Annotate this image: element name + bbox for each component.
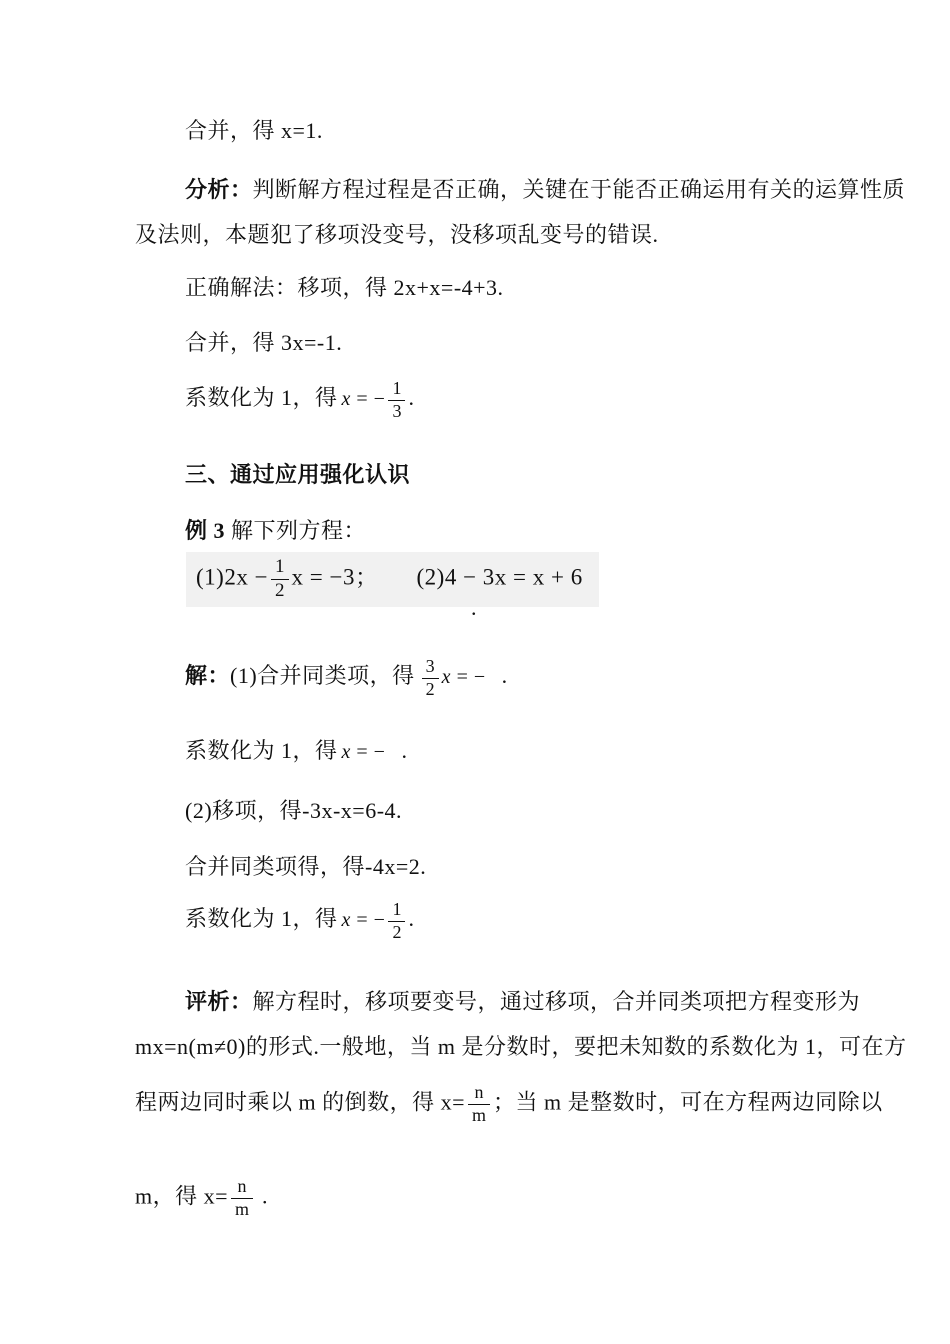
paragraph-review-line3: [135, 1083, 883, 1126]
paragraph-correct-solution: [185, 274, 504, 302]
body-text: 解方程时，移项要变号，通过移项，合并同类项把方程变形为: [252, 989, 861, 1014]
fraction-denominator: 2: [422, 678, 439, 700]
fraction-numerator: 1: [392, 378, 402, 398]
section-heading-3: [185, 461, 410, 489]
body-text: 解下列方程：: [225, 518, 367, 543]
fraction-numerator: n: [474, 1082, 484, 1102]
equation-1-suffix: x = −3；: [291, 564, 379, 590]
fraction: [422, 657, 439, 700]
fraction: [468, 1083, 490, 1126]
body-text: ；当 m 是整数时，可在方程两边同除以: [493, 1089, 883, 1115]
body-text: (2)移项，得-3x-x=6-4.: [185, 798, 403, 823]
body-text: (1)合并同类项，得: [230, 662, 415, 688]
math-variable: x: [341, 387, 351, 410]
fraction: [271, 557, 289, 602]
math-expression: [341, 378, 409, 421]
solution-label: 解：: [185, 662, 231, 688]
math-operator: = −: [451, 665, 486, 688]
body-text: 程两边同时乘以 m 的倒数，得 x=: [135, 1089, 466, 1115]
body-text: 系数化为 1，得: [185, 905, 338, 931]
analysis-label: 分析：: [185, 177, 253, 202]
paragraph-review-line2: [135, 1033, 906, 1061]
period: .: [256, 1183, 269, 1209]
math-operator: = −: [350, 741, 386, 763]
fraction-denominator: m: [231, 1198, 253, 1220]
body-text: mx=n(m≠0)的形式.一般地，当 m 是分数时，要把未知数的系数化为 1，可在方: [135, 1034, 907, 1059]
fraction-numerator: 3: [425, 656, 435, 676]
equation-1-prefix: (1)2x −: [196, 564, 269, 590]
image-trailing-period: .: [471, 595, 477, 620]
paragraph-coefficient-to-1-b: [185, 737, 407, 765]
paragraph-move-terms-2: [185, 797, 402, 825]
paragraph-coefficient-to-1-a: [185, 379, 414, 422]
paragraph-combine-2: [185, 329, 342, 357]
paragraph-combine-3: [185, 853, 426, 881]
math-operator: = −: [350, 387, 386, 410]
paragraph-analysis-line1: [185, 176, 905, 204]
equation-2: (2)4 − 3x = x + 6: [416, 564, 583, 590]
paragraph-review-line1: [185, 988, 860, 1016]
paragraph-solution-1: [185, 657, 508, 700]
fraction: [388, 379, 405, 422]
body-text: 正确解法：移项，得 2x+x=-4+3.: [185, 275, 504, 300]
period: .: [408, 384, 415, 410]
paragraph-combine-1: [185, 117, 323, 145]
paragraph-review-line4: [135, 1177, 268, 1220]
fraction: [231, 1177, 253, 1220]
fraction-denominator: m: [468, 1104, 490, 1126]
body-text: 及法则，本题犯了移项没变号，没移项乱变号的错误.: [135, 222, 659, 247]
fraction-numerator: 1: [275, 556, 285, 577]
body-text: m，得 x=: [135, 1183, 229, 1209]
math-operator: = −: [350, 908, 386, 931]
fraction-denominator: 2: [388, 921, 405, 943]
math-expression: [342, 741, 386, 763]
equations-image: [186, 552, 599, 607]
paragraph-coefficient-to-1-c: [185, 900, 414, 943]
review-label: 评析：: [185, 989, 253, 1014]
paragraph-analysis-line2: [135, 221, 659, 249]
math-expression: [419, 656, 486, 699]
period: .: [501, 662, 508, 688]
body-text: 系数化为 1，得: [185, 738, 338, 763]
math-variable: x: [441, 665, 452, 688]
paragraph-example-3: [185, 517, 366, 545]
body-text: 判断解方程过程是否正确，关键在于能否正确运用有关的运算性质: [252, 177, 906, 202]
body-text: 合并同类项得，得-4x=2.: [185, 854, 427, 879]
fraction: [388, 900, 405, 943]
body-text: 合并，得 x=1.: [185, 118, 323, 143]
fraction-numerator: n: [237, 1176, 247, 1196]
example-label: 例 3: [185, 518, 226, 543]
math-variable: x: [341, 741, 351, 763]
fraction-denominator: 2: [271, 579, 289, 602]
math-variable: x: [341, 908, 351, 931]
heading-text: 三、通过应用强化认识: [185, 462, 411, 487]
fraction-denominator: 3: [388, 400, 405, 422]
math-expression: [341, 899, 409, 942]
period: .: [408, 905, 415, 931]
body-text: 合并，得 3x=-1.: [185, 330, 343, 355]
fraction-numerator: 1: [392, 899, 402, 919]
period: .: [401, 738, 408, 763]
body-text: 系数化为 1，得: [185, 384, 338, 410]
